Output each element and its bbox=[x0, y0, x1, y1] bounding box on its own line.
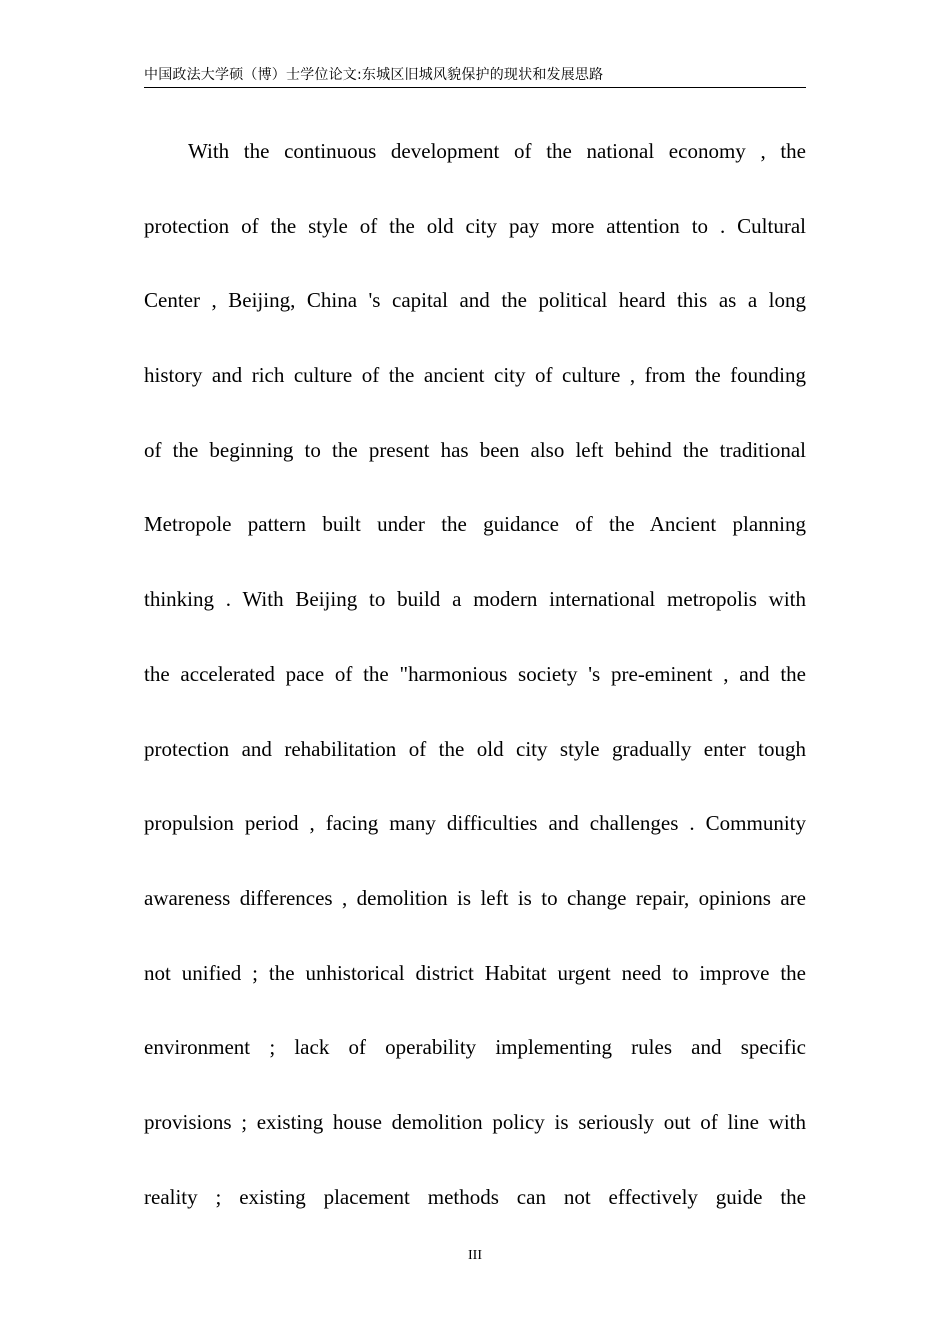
paragraph-line: the accelerated pace of the "harmonious society 's pre-eminent , and the bbox=[144, 661, 806, 686]
page-number: III bbox=[468, 1248, 482, 1263]
paragraph-line: Center , Beijing, China 's capital and the political heard this as a long bbox=[144, 288, 806, 313]
paragraph-line: thinking . With Beijing to build a modern international metropolis with bbox=[144, 587, 806, 612]
paragraph-line: of the beginning to the present has been also left behind the traditional bbox=[144, 437, 806, 462]
abstract-paragraph bbox=[144, 114, 806, 1234]
paragraph-line: awareness differences , demolition is left is to change repair, opinions are bbox=[144, 885, 806, 910]
paragraph-line: environment ; lack of operability implementing rules and specific bbox=[144, 1035, 806, 1060]
paragraph-line: protection and rehabilitation of the old city style gradually enter tough bbox=[144, 736, 806, 761]
paragraph-line: Metropole pattern built under the guidance of the Ancient planning bbox=[144, 512, 806, 537]
running-header bbox=[144, 64, 806, 88]
paragraph-line: propulsion period , facing many difficulties and challenges . Community bbox=[144, 811, 806, 836]
paragraph-line: protection of the style of the old city pay more attention to . Cultural bbox=[144, 213, 806, 238]
header-title: 中国政法大学硕（博）士学位论文:东城区旧城风貌保护的现状和发展思路 bbox=[144, 67, 604, 83]
paragraph-line: reality ; existing placement methods can not effectively guide the bbox=[144, 1184, 806, 1209]
paragraph-line: provisions ; existing house demolition policy is seriously out of line with bbox=[144, 1109, 806, 1134]
paragraph-line: With the continuous development of the national economy , the bbox=[188, 139, 806, 163]
paragraph-line: history and rich culture of the ancient city of culture , from the founding bbox=[144, 363, 806, 388]
paragraph-line: not unified ; the unhistorical district Habitat urgent need to improve the bbox=[144, 960, 806, 985]
